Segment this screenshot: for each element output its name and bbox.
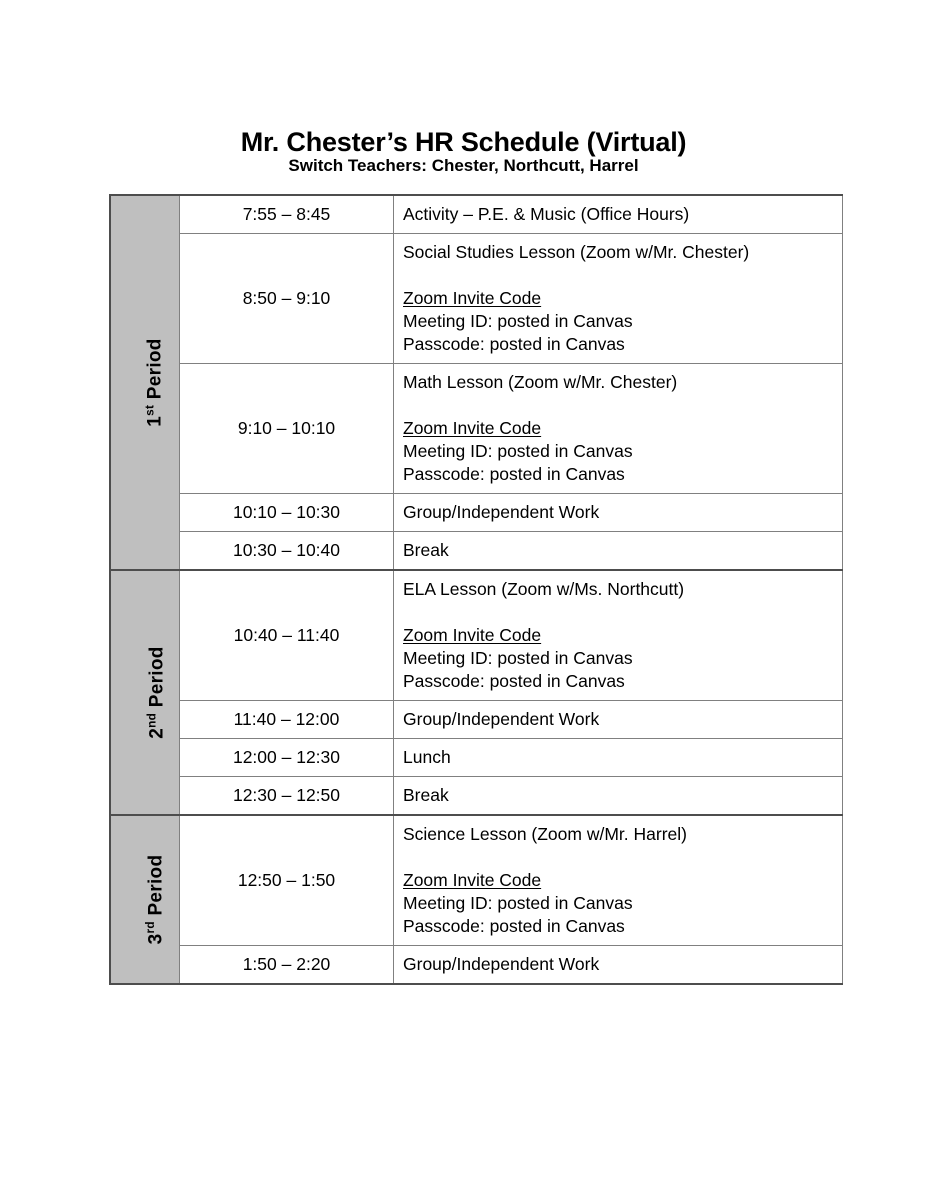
passcode-line: Passcode: posted in Canvas	[403, 916, 625, 936]
table-row	[110, 739, 843, 777]
activity-cell	[394, 494, 843, 532]
activity-title: Science Lesson (Zoom w/Mr. Harrel)	[403, 824, 687, 844]
blank-line	[403, 264, 842, 287]
period-label-rotator	[111, 338, 179, 427]
page-title: Mr. Chester’s HR Schedule (Virtual)	[240, 127, 687, 158]
period-header-1	[110, 195, 180, 570]
period-label	[146, 646, 169, 738]
activity-cell	[394, 532, 843, 571]
period-ordinal-suffix: st	[143, 404, 157, 416]
passcode-line: Passcode: posted in Canvas	[403, 671, 625, 691]
table-row	[110, 946, 843, 985]
activity-title: Activity – P.E. & Music (Office Hours)	[403, 204, 690, 224]
table-row	[110, 570, 843, 701]
activity-title: Group/Independent Work	[403, 954, 600, 974]
activity-cell	[394, 701, 843, 739]
blank-line	[403, 394, 842, 417]
schedule-table-body	[110, 195, 843, 984]
period-word: Period	[145, 854, 167, 922]
period-label-rotator	[111, 646, 179, 739]
activity-cell	[394, 570, 843, 701]
table-row	[110, 234, 843, 364]
meeting-id-line: Meeting ID: posted in Canvas	[403, 648, 633, 668]
meeting-id-line: Meeting ID: posted in Canvas	[403, 311, 633, 331]
table-row	[110, 532, 843, 571]
time-range-cell: 11:40 – 12:00	[180, 701, 394, 739]
activity-title: Social Studies Lesson (Zoom w/Mr. Chester)	[403, 242, 750, 262]
activity-cell	[394, 815, 843, 946]
activity-title: ELA Lesson (Zoom w/Ms. Northcutt)	[403, 579, 685, 599]
period-word: Period	[146, 646, 168, 713]
activity-title: Math Lesson (Zoom w/Mr. Chester)	[403, 372, 678, 392]
meeting-id-line: Meeting ID: posted in Canvas	[403, 893, 633, 913]
period-number: 3	[145, 933, 167, 945]
table-row	[110, 195, 843, 234]
passcode-line: Passcode: posted in Canvas	[403, 334, 625, 354]
activity-cell	[394, 364, 843, 494]
zoom-invite-code-link[interactable]: Zoom Invite Code	[403, 625, 542, 645]
period-number: 1	[144, 415, 166, 427]
time-range-cell: 7:55 – 8:45	[180, 195, 394, 234]
table-row	[110, 494, 843, 532]
activity-cell	[394, 946, 843, 985]
activity-cell	[394, 234, 843, 364]
period-label-rotator	[111, 854, 179, 945]
period-header-2	[110, 570, 180, 815]
time-range-cell: 10:40 – 11:40	[180, 570, 394, 701]
activity-title: Group/Independent Work	[403, 502, 600, 522]
time-range-cell: 12:50 – 1:50	[180, 815, 394, 946]
time-range-cell: 12:00 – 12:30	[180, 739, 394, 777]
zoom-invite-code-link[interactable]: Zoom Invite Code	[403, 870, 542, 890]
time-range-cell: 8:50 – 9:10	[180, 234, 394, 364]
period-label	[144, 855, 167, 945]
period-header-3	[110, 815, 180, 984]
time-range-cell: 12:30 – 12:50	[180, 777, 394, 816]
period-word: Period	[144, 338, 166, 405]
activity-cell	[394, 777, 843, 816]
blank-line	[403, 846, 842, 869]
time-range-cell: 1:50 – 2:20	[180, 946, 394, 985]
page-subtitle: Switch Teachers: Chester, Northcutt, Harrel	[288, 156, 639, 175]
table-row	[110, 815, 843, 946]
activity-title: Group/Independent Work	[403, 709, 600, 729]
activity-title: Break	[403, 785, 449, 805]
passcode-line: Passcode: posted in Canvas	[403, 464, 625, 484]
table-row	[110, 777, 843, 816]
period-number: 2	[146, 727, 168, 739]
period-ordinal-suffix: rd	[144, 921, 158, 934]
activity-title: Break	[403, 540, 449, 560]
table-row	[110, 701, 843, 739]
zoom-invite-code-link[interactable]: Zoom Invite Code	[403, 418, 542, 438]
table-row	[110, 364, 843, 494]
activity-cell	[394, 739, 843, 777]
time-range-cell: 10:10 – 10:30	[180, 494, 394, 532]
time-range-cell: 9:10 – 10:10	[180, 364, 394, 494]
activity-cell	[394, 195, 843, 234]
blank-line	[403, 601, 842, 624]
period-label	[144, 338, 167, 426]
time-range-cell: 10:30 – 10:40	[180, 532, 394, 571]
meeting-id-line: Meeting ID: posted in Canvas	[403, 441, 633, 461]
activity-title: Lunch	[403, 747, 451, 767]
zoom-invite-code-link[interactable]: Zoom Invite Code	[403, 288, 542, 308]
period-ordinal-suffix: nd	[145, 712, 159, 728]
schedule-table	[109, 194, 843, 985]
